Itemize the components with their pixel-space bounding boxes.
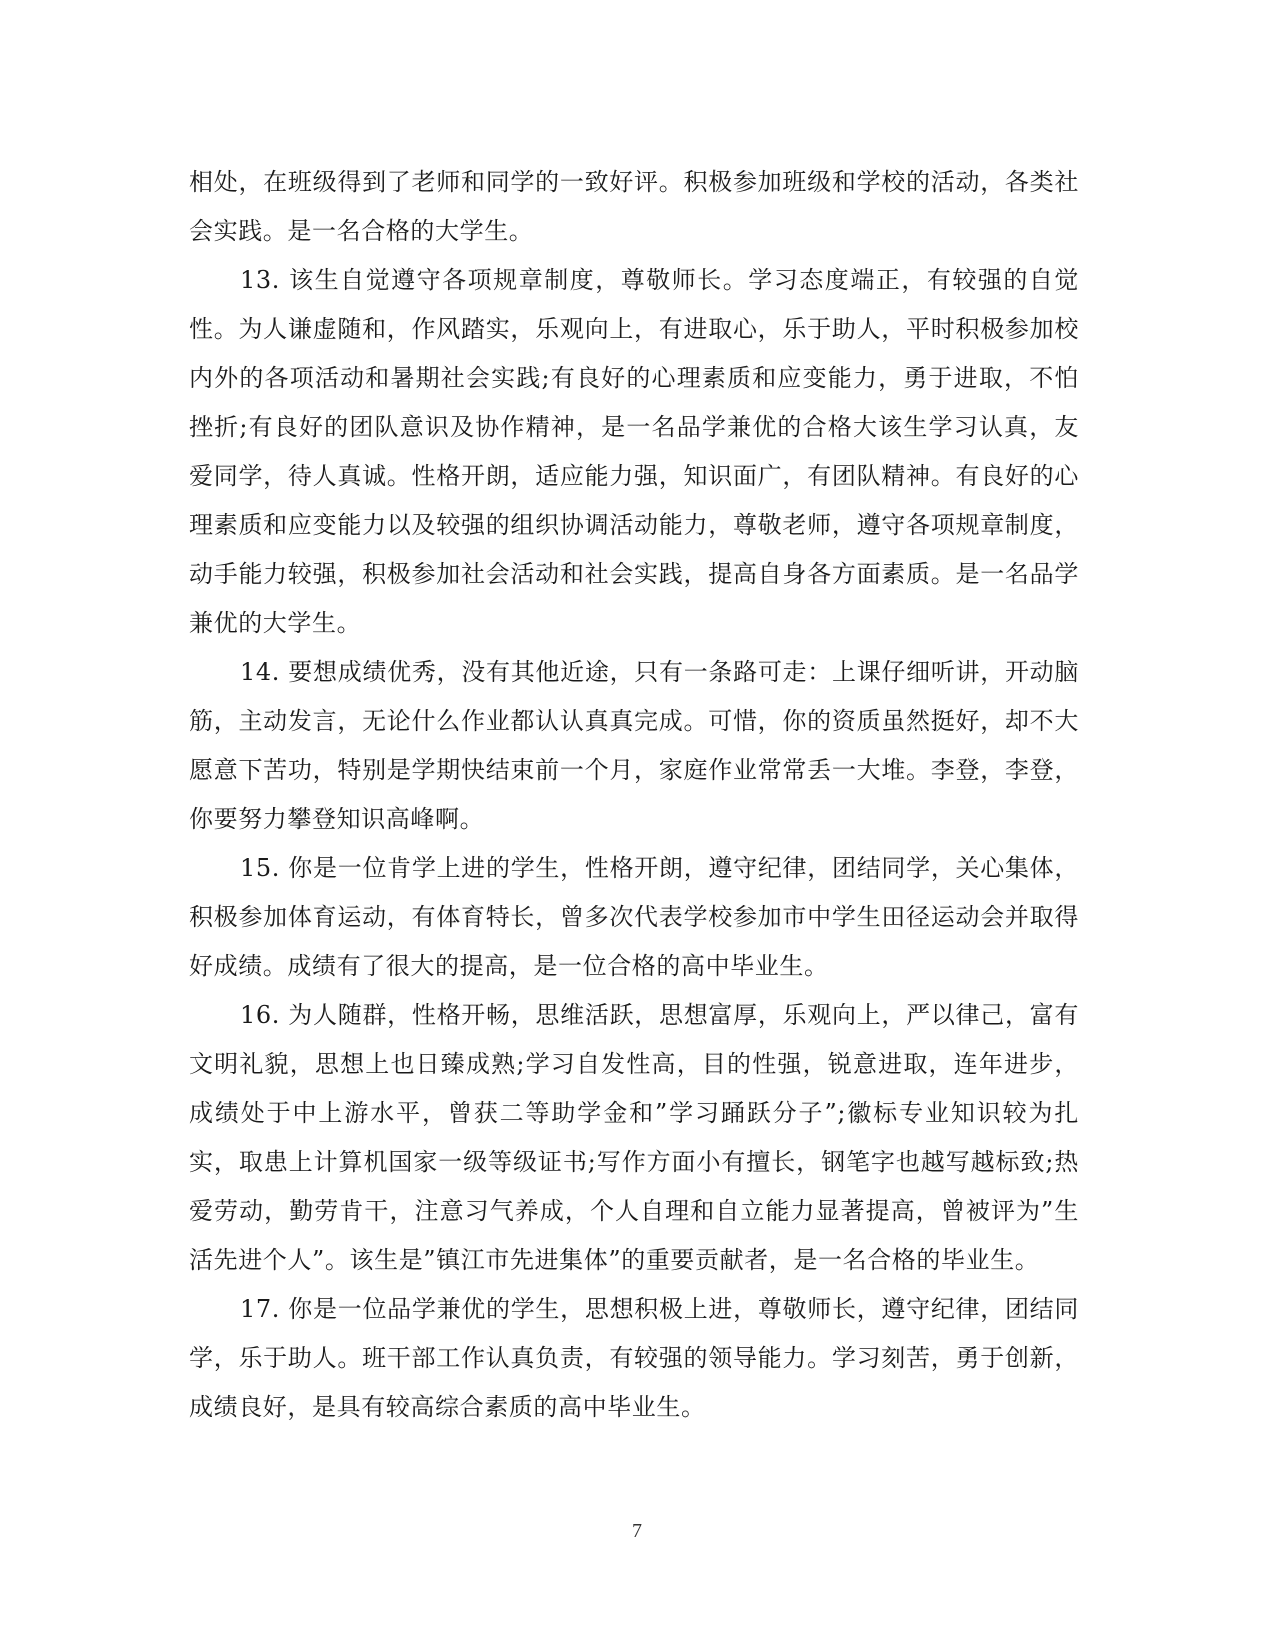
paragraph-item-14: 14. 要想成绩优秀，没有其他近途，只有一条路可走：上课仔细听讲，开动脑筋，主动发言，无论什么作业都认认真真完成。可惜，你的资质虽然挺好，却不大愿意下苦功，特别是学期快结束前一个月，家庭作业常常丢一大堆。李登，李登，你要努力攀登知识高峰啊。 [189, 658, 1079, 833]
page-number: 7 [632, 1520, 642, 1542]
paragraph-item-15: 15. 你是一位肯学上进的学生，性格开朗，遵守纪律，团结同学，关心集体，积极参加体育运动，有体育特长，曾多次代表学校参加市中学生田径运动会并取得好成绩。成绩有了很大的提高，是一位合格的高中毕业生。 [189, 854, 1079, 980]
paragraph-item-17: 17. 你是一位品学兼优的学生，思想积极上进，尊敬师长，遵守纪律，团结同学，乐于助人。班干部工作认真负责，有较强的领导能力。学习刻苦，勇于创新，成绩良好，是具有较高综合素质的高中毕业生。 [189, 1295, 1079, 1421]
document-body [189, 158, 1079, 1432]
paragraph-item-13: 13. 该生自觉遵守各项规章制度，尊敬师长。学习态度端正，有较强的自觉性。为人谦虚随和，作风踏实，乐观向上，有进取心，乐于助人，平时积极参加校内外的各项活动和暑期社会实践;有良好的心理素质和应变能力，勇于进取，不怕挫折;有良好的团队意识及协作精神，是一名品学兼优的合格大该生学习认真，友爱同学，待人真诚。性格开朗，适应能力强，知识面广，有团队精神。有良好的心理素质和应变能力以及较强的组织协调活动能力，尊敬老师，遵守各项规章制度，动手能力较强，积极参加社会活动和社会实践，提高自身各方面素质。是一名品学兼优的大学生。 [189, 266, 1079, 637]
paragraph-item-16: 16. 为人随群，性格开畅，思维活跃，思想富厚，乐观向上，严以律己，富有文明礼貌，思想上也日臻成熟;学习自发性高，目的性强，锐意进取，连年进步，成绩处于中上游水平，曾获二等助学金和”学习踊跃分子”;徽标专业知识较为扎实，取患上计算机国家一级等级证书;写作方面小有擅长，钢笔字也越写越标致;热爱劳动，勤劳肯干，注意习气养成，个人自理和自立能力显著提高，曾被评为”生活先进个人”。该生是”镇江市先进集体”的重要贡献者，是一名合格的毕业生。 [189, 1001, 1079, 1274]
paragraph-continuation: 相处，在班级得到了老师和同学的一致好评。积极参加班级和学校的活动，各类社会实践。是一名合格的大学生。 [189, 168, 1079, 245]
